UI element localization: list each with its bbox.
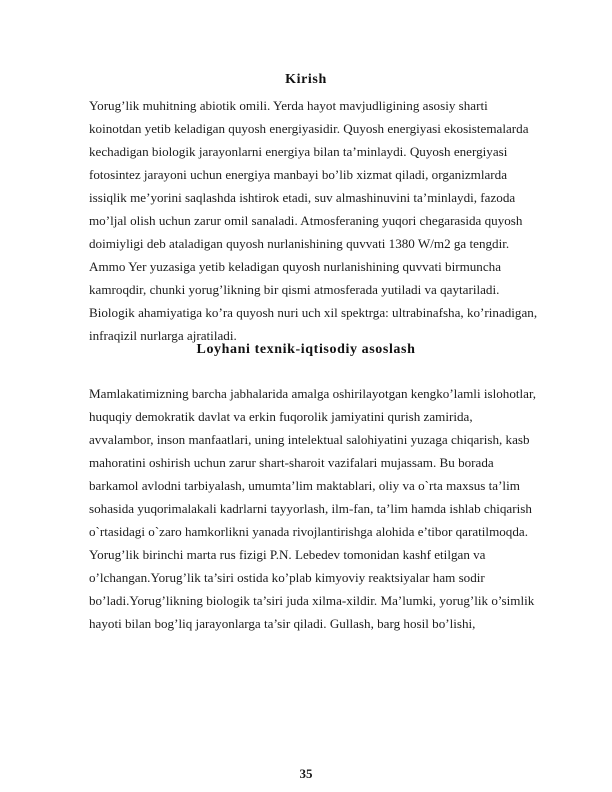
page-number: 35	[299, 766, 313, 781]
text-line: Yorug’lik birinchi marta rus fizigi P.N. Lebedev tomonidan kashf etilgan va	[89, 547, 486, 562]
text-line: koinotdan yetib keladigan quyosh energiyasidir. Quyosh energiyasi ekosistemalarda	[89, 121, 529, 136]
text-line: mahoratini oshirish uchun zarur shart-sharoit vazifalari mujassam. Bu borada	[89, 455, 494, 470]
text-line: kechadigan biologik jarayonlarni energiya bilan ta’minlaydi. Quyosh energiyasi	[89, 144, 508, 159]
text-line: sohasida yuqorimalakali kadrlarni tayyorlash, ilm-fan, ta’lim hamda ishlab chiqarish	[89, 501, 532, 516]
text-line: issiqlik me’yorini saqlashda ishtirok etadi, suv almashinuvini ta’minlaydi, fazoda	[89, 190, 516, 205]
text-line: huquqiy demokratik davlat va erkin fuqorolik jamiyatini qurish zamirida,	[89, 409, 473, 424]
text-line: o`rtasidagi o`zaro hamkorlikni yanada rivojlantirishga alohida e’tibor qaratilmoqda.	[89, 524, 528, 539]
text-line: doimiyligi deb ataladigan quyosh nurlanishining quvvati 1380 W/m2 ga tengdir.	[89, 236, 510, 251]
heading-kirish: Kirish	[285, 72, 327, 87]
heading-feasibility: Loyhani texnik-iqtisodiy asoslash	[196, 342, 416, 357]
text-line: mo’ljal olish uchun zarur omil sanaladi. Atmosferaning yuqori chegarasida quyosh	[89, 213, 523, 228]
text-line: fotosintez jarayoni uchun energiya manbayi bo’lib xizmat qiladi, organizmlarda	[89, 167, 508, 182]
text-line: Mamlakatimizning barcha jabhalarida amalga oshirilayotgan kengko’lamli islohotlar,	[89, 386, 537, 401]
text-line: hayoti bilan bog’liq jarayonlarga ta’sir qiladi. Gullash, barg hosil bo’lishi,	[89, 616, 476, 631]
text-line: Yorug’lik muhitning abiotik omili. Yerda hayot mavjudligining asosiy sharti	[89, 98, 488, 113]
text-line: o’lchangan.Yorug’lik ta’siri ostida ko’plab kimyoviy reaktsiyalar ham sodir	[89, 570, 485, 585]
text-line: Ammo Yer yuzasiga yetib keladigan quyosh nurlanishining quvvati birmuncha	[89, 259, 502, 274]
text-line: bo’ladi.Yorug’likning biologik ta’siri juda xilma-xildir. Ma’lumki, yorug’lik o’simlik	[89, 593, 535, 608]
text-line: infraqizil nurlarga ajratiladi.	[89, 328, 237, 343]
text-line: avvalambor, inson manfaatlari, uning intelektual salohiyatini yuzaga chiqarish, kasb	[89, 432, 530, 447]
text-line: Biologik ahamiyatiga ko’ra quyosh nuri uch xil spektrga: ultrabinafsha, ko’rinadigan,	[89, 305, 538, 320]
text-line: kamroqdir, chunki yorug’likning bir qismi atmosferada yutiladi va qaytariladi.	[89, 282, 500, 297]
text-line: barkamol avlodni tarbiyalash, umumta’lim maktablari, oliy va o`rta maxsus ta’lim	[89, 478, 520, 493]
